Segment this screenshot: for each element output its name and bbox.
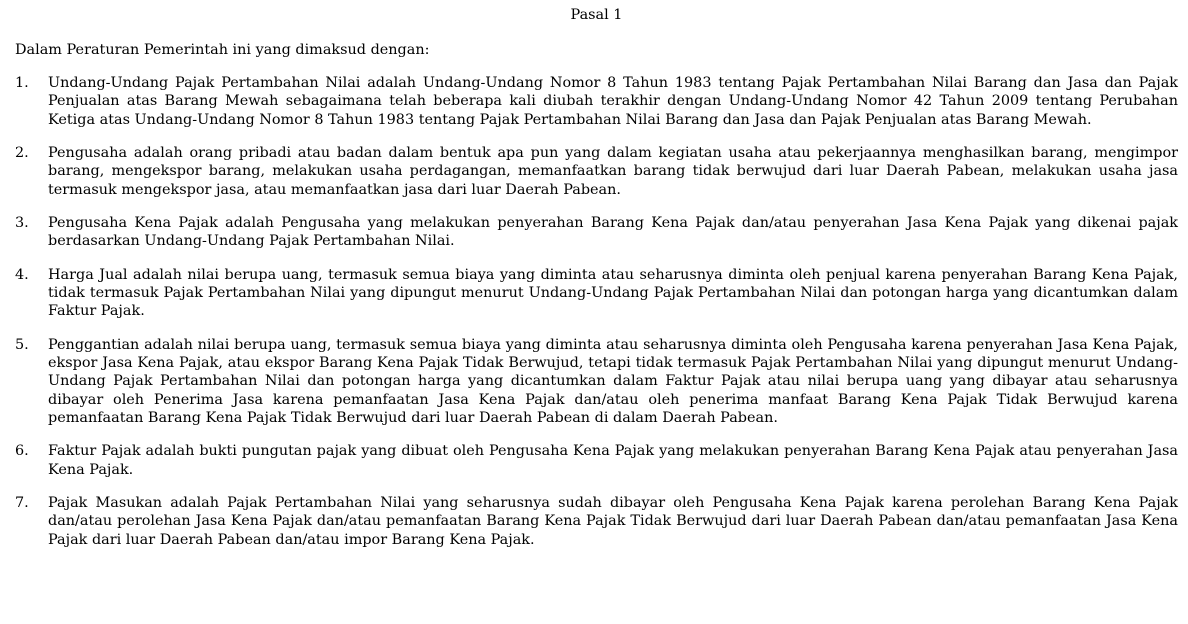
item-text: Pajak Masukan adalah Pajak Pertambahan Nilai yang seharusnya sudah dibayar oleh Pengusaha Kena Pajak karena perolehan Barang Kena Pajak dan/atau perolehan Jasa Kena Pajak dan/atau pemanfaatan Barang Kena Pajak Tidak Berwujud dari luar Daerah Pabean dan/atau pemanfaatan Jasa Kena Pajak dari luar Daerah Pabean dan/atau impor Barang Kena Pajak. bbox=[48, 495, 1178, 548]
definition-item bbox=[15, 442, 1178, 478]
item-number: 7. bbox=[15, 495, 29, 512]
definition-item bbox=[15, 74, 1178, 129]
item-text: Penggantian adalah nilai berupa uang, termasuk semua biaya yang diminta atau seharusnya diminta oleh Pengusaha karena penyerahan Jasa Kena Pajak, ekspor Jasa Kena Pajak, atau ekspor Barang Kena Pajak Tidak Berwujud, tetapi tidak termasuk Pajak Pertambahan Nilai yang dipungut menurut Undang-Undang Pajak Pertambahan Nilai dan potongan harga yang dicantumkan dalam Faktur Pajak atau nilai berupa uang yang dibayar atau seharusnya dibayar oleh Penerima Jasa karena pemanfaatan Jasa Kena Pajak dan/atau oleh penerima manfaat Barang Kena Pajak Tidak Berwujud karena pemanfaatan Barang Kena Pajak Tidak Berwujud dari luar Daerah Pabean di dalam Daerah Pabean. bbox=[48, 337, 1178, 426]
definition-item bbox=[15, 214, 1178, 250]
item-text: Pengusaha Kena Pajak adalah Pengusaha yang melakukan penyerahan Barang Kena Pajak dan/atau penyerahan Jasa Kena Pajak yang dikenai pajak berdasarkan Undang-Undang Pajak Pertambahan Nilai. bbox=[48, 215, 1178, 250]
item-number: 3. bbox=[15, 215, 29, 232]
item-text: Undang-Undang Pajak Pertambahan Nilai adalah Undang-Undang Nomor 8 Tahun 1983 tentang Pajak Pertambahan Nilai Barang dan Jasa dan Pajak Penjualan atas Barang Mewah sebagaimana telah beberapa kali diubah terakhir dengan Undang-Undang Nomor 42 Tahun 2009 tentang Perubahan Ketiga atas Undang-Undang Nomor 8 Tahun 1983 tentang Pajak Pertambahan Nilai Barang dan Jasa dan Pajak Penjualan atas Barang Mewah. bbox=[48, 75, 1178, 128]
intro-paragraph: Dalam Peraturan Pemerintah ini yang dimaksud dengan: bbox=[15, 42, 430, 58]
item-number: 5. bbox=[15, 337, 29, 353]
definition-list bbox=[15, 74, 1178, 549]
item-number: 4. bbox=[15, 267, 29, 283]
definition-item bbox=[15, 336, 1178, 427]
item-text: Pengusaha adalah orang pribadi atau badan dalam bentuk apa pun yang dalam kegiatan usaha atau pekerjaannya menghasilkan barang, mengimpor barang, mengekspor barang, melakukan usaha perdagangan, memanfaatkan barang tidak berwujud dari luar Daerah Pabean, melakukan usaha jasa termasuk mengekspor jasa, atau memanfaatkan jasa dari luar Daerah Pabean. bbox=[48, 145, 1178, 198]
article-heading: Pasal 1 bbox=[570, 7, 623, 23]
item-number: 2. bbox=[15, 145, 29, 162]
item-text: Harga Jual adalah nilai berupa uang, termasuk semua biaya yang diminta atau seharusnya diminta oleh penjual karena penyerahan Barang Kena Pajak, tidak termasuk Pajak Pertambahan Nilai yang dipungut menurut Undang-Undang Pajak Pertambahan Nilai dan potongan harga yang dicantumkan dalam Faktur Pajak. bbox=[48, 267, 1178, 320]
definition-item bbox=[15, 266, 1178, 321]
definition-item bbox=[15, 144, 1178, 199]
item-text: Faktur Pajak adalah bukti pungutan pajak yang dibuat oleh Pengusaha Kena Pajak yang melakukan penyerahan Barang Kena Pajak atau penyerahan Jasa Kena Pajak. bbox=[48, 443, 1178, 478]
item-number: 1. bbox=[15, 75, 29, 92]
item-number: 6. bbox=[15, 443, 29, 460]
definition-item bbox=[15, 494, 1178, 549]
